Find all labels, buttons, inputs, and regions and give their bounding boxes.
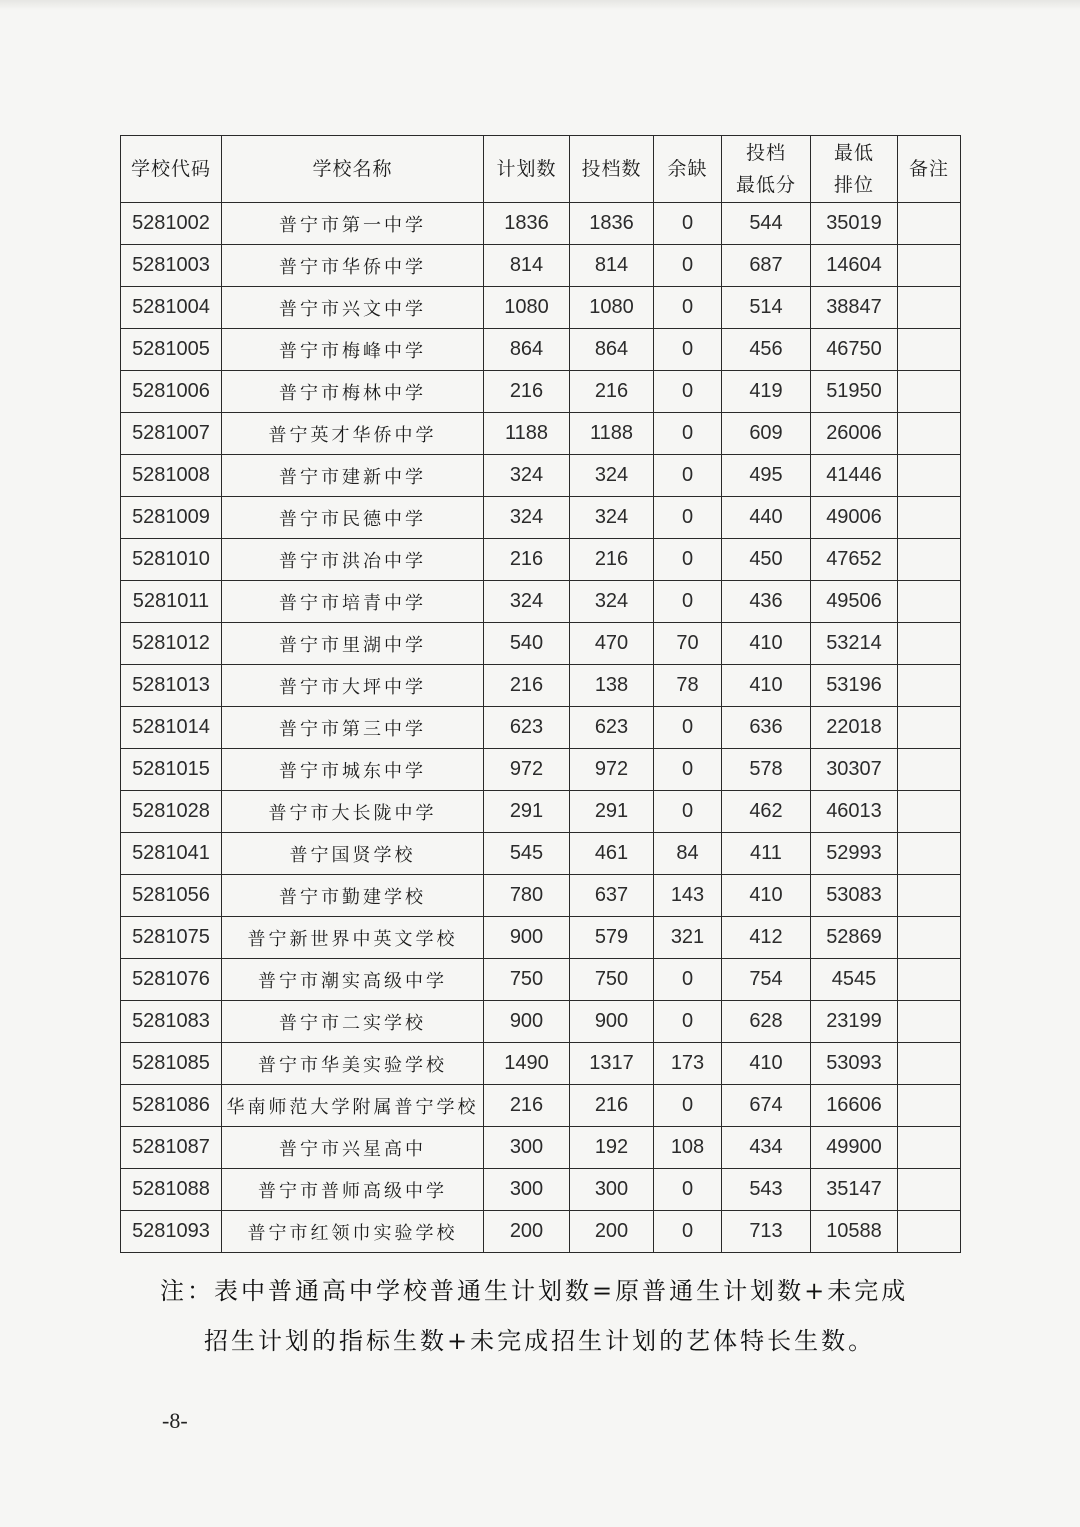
cell-min-score: 636 <box>722 707 811 749</box>
cell-school-name: 普宁市二实学校 <box>222 1001 484 1043</box>
table-row <box>121 875 961 917</box>
cell-plan-count: 780 <box>484 875 570 917</box>
cell-min-rank: 46013 <box>811 791 898 833</box>
cell-min-rank: 35147 <box>811 1169 898 1211</box>
cell-remarks <box>898 749 961 791</box>
table-row <box>121 833 961 875</box>
cell-school-code: 5281085 <box>121 1043 222 1085</box>
header-admitted-count: 投档数 <box>570 136 654 203</box>
cell-min-score: 754 <box>722 959 811 1001</box>
cell-school-name: 普宁市华美实验学校 <box>222 1043 484 1085</box>
cell-min-rank: 53196 <box>811 665 898 707</box>
cell-vacancy: 78 <box>654 665 722 707</box>
header-vacancy: 余缺 <box>654 136 722 203</box>
cell-admitted-count: 200 <box>570 1211 654 1253</box>
cell-min-rank: 46750 <box>811 329 898 371</box>
header-min-rank: 最低 排位 <box>811 136 898 203</box>
table-row <box>121 959 961 1001</box>
table-row <box>121 1127 961 1169</box>
cell-admitted-count: 623 <box>570 707 654 749</box>
cell-plan-count: 623 <box>484 707 570 749</box>
cell-admitted-count: 814 <box>570 245 654 287</box>
cell-school-name: 普宁市民德中学 <box>222 497 484 539</box>
cell-remarks <box>898 581 961 623</box>
cell-min-score: 514 <box>722 287 811 329</box>
header-school-code: 学校代码 <box>121 136 222 203</box>
table-header-row <box>121 136 961 203</box>
cell-min-rank: 30307 <box>811 749 898 791</box>
cell-min-score: 609 <box>722 413 811 455</box>
cell-min-score: 410 <box>722 623 811 665</box>
table-row <box>121 203 961 245</box>
cell-school-name: 普宁市勤建学校 <box>222 875 484 917</box>
header-plan-count: 计划数 <box>484 136 570 203</box>
cell-min-rank: 14604 <box>811 245 898 287</box>
cell-vacancy: 0 <box>654 707 722 749</box>
cell-plan-count: 324 <box>484 455 570 497</box>
table-row <box>121 497 961 539</box>
cell-school-name: 普宁市里湖中学 <box>222 623 484 665</box>
cell-admitted-count: 216 <box>570 539 654 581</box>
cell-school-name: 普宁市普师高级中学 <box>222 1169 484 1211</box>
cell-plan-count: 540 <box>484 623 570 665</box>
cell-min-rank: 49006 <box>811 497 898 539</box>
cell-plan-count: 200 <box>484 1211 570 1253</box>
cell-remarks <box>898 497 961 539</box>
cell-school-name: 普宁市兴文中学 <box>222 287 484 329</box>
cell-min-rank: 26006 <box>811 413 898 455</box>
cell-min-rank: 4545 <box>811 959 898 1001</box>
cell-min-score: 412 <box>722 917 811 959</box>
cell-min-score: 674 <box>722 1085 811 1127</box>
cell-admitted-count: 1188 <box>570 413 654 455</box>
cell-plan-count: 900 <box>484 917 570 959</box>
table-row <box>121 1043 961 1085</box>
cell-min-rank: 10588 <box>811 1211 898 1253</box>
cell-min-rank: 53083 <box>811 875 898 917</box>
cell-vacancy: 321 <box>654 917 722 959</box>
cell-plan-count: 216 <box>484 1085 570 1127</box>
cell-vacancy: 0 <box>654 203 722 245</box>
cell-min-rank: 49506 <box>811 581 898 623</box>
cell-admitted-count: 192 <box>570 1127 654 1169</box>
cell-admitted-count: 637 <box>570 875 654 917</box>
cell-min-score: 450 <box>722 539 811 581</box>
cell-school-code: 5281002 <box>121 203 222 245</box>
cell-vacancy: 0 <box>654 581 722 623</box>
cell-min-rank: 52993 <box>811 833 898 875</box>
cell-admitted-count: 216 <box>570 1085 654 1127</box>
cell-min-score: 410 <box>722 665 811 707</box>
cell-school-name: 普宁市洪冶中学 <box>222 539 484 581</box>
table-row <box>121 665 961 707</box>
table-row <box>121 917 961 959</box>
cell-vacancy: 0 <box>654 749 722 791</box>
cell-admitted-count: 300 <box>570 1169 654 1211</box>
header-remarks: 备注 <box>898 136 961 203</box>
cell-school-code: 5281008 <box>121 455 222 497</box>
cell-remarks <box>898 1085 961 1127</box>
cell-school-code: 5281009 <box>121 497 222 539</box>
cell-school-code: 5281075 <box>121 917 222 959</box>
cell-remarks <box>898 1127 961 1169</box>
table-row <box>121 329 961 371</box>
cell-min-rank: 51950 <box>811 371 898 413</box>
cell-admitted-count: 579 <box>570 917 654 959</box>
cell-plan-count: 545 <box>484 833 570 875</box>
cell-min-rank: 16606 <box>811 1085 898 1127</box>
cell-school-name: 华南师范大学附属普宁学校 <box>222 1085 484 1127</box>
cell-vacancy: 0 <box>654 1211 722 1253</box>
footnote-line-1: 注：表中普通高中学校普通生计划数=原普通生计划数+未完成 <box>160 1277 909 1305</box>
cell-min-score: 410 <box>722 1043 811 1085</box>
table-row <box>121 413 961 455</box>
cell-school-name: 普宁市第一中学 <box>222 203 484 245</box>
cell-school-code: 5281087 <box>121 1127 222 1169</box>
cell-remarks <box>898 917 961 959</box>
cell-min-score: 578 <box>722 749 811 791</box>
cell-min-score: 436 <box>722 581 811 623</box>
cell-min-rank: 52869 <box>811 917 898 959</box>
cell-admitted-count: 470 <box>570 623 654 665</box>
cell-plan-count: 300 <box>484 1127 570 1169</box>
table-row <box>121 1169 961 1211</box>
cell-admitted-count: 324 <box>570 455 654 497</box>
table-row <box>121 1001 961 1043</box>
cell-min-rank: 41446 <box>811 455 898 497</box>
table-row <box>121 245 961 287</box>
cell-min-rank: 38847 <box>811 287 898 329</box>
cell-remarks <box>898 1169 961 1211</box>
cell-school-name: 普宁市兴星高中 <box>222 1127 484 1169</box>
cell-remarks <box>898 833 961 875</box>
table-row <box>121 1085 961 1127</box>
cell-school-code: 5281088 <box>121 1169 222 1211</box>
cell-plan-count: 1188 <box>484 413 570 455</box>
admission-table <box>120 135 961 1253</box>
cell-vacancy: 70 <box>654 623 722 665</box>
cell-plan-count: 900 <box>484 1001 570 1043</box>
footnote-line-2: 招生计划的指标生数+未完成招生计划的艺体特长生数。 <box>204 1327 876 1355</box>
cell-admitted-count: 461 <box>570 833 654 875</box>
cell-admitted-count: 1317 <box>570 1043 654 1085</box>
table-row <box>121 623 961 665</box>
table-row <box>121 1211 961 1253</box>
cell-plan-count: 972 <box>484 749 570 791</box>
cell-vacancy: 0 <box>654 1085 722 1127</box>
header-min-score: 投档 最低分 <box>722 136 811 203</box>
cell-school-code: 5281041 <box>121 833 222 875</box>
cell-min-score: 713 <box>722 1211 811 1253</box>
cell-min-score: 543 <box>722 1169 811 1211</box>
cell-vacancy: 0 <box>654 287 722 329</box>
cell-plan-count: 1080 <box>484 287 570 329</box>
cell-min-score: 544 <box>722 203 811 245</box>
table-row <box>121 749 961 791</box>
cell-plan-count: 1836 <box>484 203 570 245</box>
cell-admitted-count: 1836 <box>570 203 654 245</box>
cell-plan-count: 864 <box>484 329 570 371</box>
cell-vacancy: 108 <box>654 1127 722 1169</box>
cell-admitted-count: 864 <box>570 329 654 371</box>
cell-plan-count: 324 <box>484 581 570 623</box>
cell-vacancy: 173 <box>654 1043 722 1085</box>
footnote <box>160 1266 960 1366</box>
cell-vacancy: 0 <box>654 959 722 1001</box>
cell-remarks <box>898 539 961 581</box>
cell-school-code: 5281004 <box>121 287 222 329</box>
table-body <box>121 203 961 1253</box>
cell-min-rank: 53093 <box>811 1043 898 1085</box>
cell-vacancy: 0 <box>654 329 722 371</box>
cell-remarks <box>898 371 961 413</box>
cell-min-score: 434 <box>722 1127 811 1169</box>
cell-remarks <box>898 665 961 707</box>
cell-admitted-count: 324 <box>570 497 654 539</box>
cell-remarks <box>898 287 961 329</box>
cell-vacancy: 0 <box>654 1169 722 1211</box>
cell-admitted-count: 750 <box>570 959 654 1001</box>
cell-school-code: 5281076 <box>121 959 222 1001</box>
cell-remarks <box>898 959 961 1001</box>
cell-admitted-count: 291 <box>570 791 654 833</box>
cell-vacancy: 0 <box>654 245 722 287</box>
cell-vacancy: 0 <box>654 791 722 833</box>
table-row <box>121 539 961 581</box>
cell-min-rank: 23199 <box>811 1001 898 1043</box>
table-row <box>121 455 961 497</box>
table-row <box>121 287 961 329</box>
cell-min-score: 419 <box>722 371 811 413</box>
table-row <box>121 581 961 623</box>
cell-remarks <box>898 1001 961 1043</box>
cell-school-name: 普宁市梅峰中学 <box>222 329 484 371</box>
cell-school-code: 5281028 <box>121 791 222 833</box>
cell-admitted-count: 972 <box>570 749 654 791</box>
cell-remarks <box>898 245 961 287</box>
cell-remarks <box>898 455 961 497</box>
cell-school-code: 5281005 <box>121 329 222 371</box>
cell-remarks <box>898 875 961 917</box>
cell-admitted-count: 1080 <box>570 287 654 329</box>
cell-plan-count: 750 <box>484 959 570 1001</box>
cell-min-score: 411 <box>722 833 811 875</box>
cell-school-name: 普宁市建新中学 <box>222 455 484 497</box>
cell-min-score: 410 <box>722 875 811 917</box>
cell-school-name: 普宁新世界中英文学校 <box>222 917 484 959</box>
cell-min-rank: 53214 <box>811 623 898 665</box>
cell-plan-count: 216 <box>484 665 570 707</box>
cell-plan-count: 216 <box>484 371 570 413</box>
cell-remarks <box>898 791 961 833</box>
cell-admitted-count: 900 <box>570 1001 654 1043</box>
cell-school-code: 5281003 <box>121 245 222 287</box>
cell-vacancy: 0 <box>654 371 722 413</box>
cell-remarks <box>898 413 961 455</box>
cell-vacancy: 0 <box>654 497 722 539</box>
cell-plan-count: 1490 <box>484 1043 570 1085</box>
cell-plan-count: 216 <box>484 539 570 581</box>
cell-admitted-count: 324 <box>570 581 654 623</box>
cell-school-code: 5281083 <box>121 1001 222 1043</box>
cell-school-name: 普宁市红领巾实验学校 <box>222 1211 484 1253</box>
cell-school-code: 5281015 <box>121 749 222 791</box>
cell-plan-count: 814 <box>484 245 570 287</box>
cell-school-code: 5281010 <box>121 539 222 581</box>
cell-school-name: 普宁市华侨中学 <box>222 245 484 287</box>
cell-plan-count: 324 <box>484 497 570 539</box>
cell-vacancy: 0 <box>654 413 722 455</box>
cell-plan-count: 300 <box>484 1169 570 1211</box>
cell-school-code: 5281056 <box>121 875 222 917</box>
cell-plan-count: 291 <box>484 791 570 833</box>
cell-school-name: 普宁国贤学校 <box>222 833 484 875</box>
cell-school-name: 普宁市大长陇中学 <box>222 791 484 833</box>
cell-remarks <box>898 1211 961 1253</box>
cell-min-score: 628 <box>722 1001 811 1043</box>
cell-min-score: 687 <box>722 245 811 287</box>
cell-remarks <box>898 203 961 245</box>
cell-min-score: 495 <box>722 455 811 497</box>
cell-vacancy: 0 <box>654 539 722 581</box>
cell-admitted-count: 138 <box>570 665 654 707</box>
cell-min-rank: 47652 <box>811 539 898 581</box>
cell-school-name: 普宁市培青中学 <box>222 581 484 623</box>
header-school-name: 学校名称 <box>222 136 484 203</box>
cell-vacancy: 0 <box>654 455 722 497</box>
cell-min-rank: 49900 <box>811 1127 898 1169</box>
cell-min-score: 462 <box>722 791 811 833</box>
cell-school-code: 5281013 <box>121 665 222 707</box>
cell-school-name: 普宁英才华侨中学 <box>222 413 484 455</box>
table-row <box>121 371 961 413</box>
cell-school-code: 5281014 <box>121 707 222 749</box>
cell-school-name: 普宁市城东中学 <box>222 749 484 791</box>
cell-admitted-count: 216 <box>570 371 654 413</box>
cell-school-code: 5281093 <box>121 1211 222 1253</box>
cell-vacancy: 0 <box>654 1001 722 1043</box>
cell-remarks <box>898 1043 961 1085</box>
cell-school-code: 5281006 <box>121 371 222 413</box>
cell-school-code: 5281012 <box>121 623 222 665</box>
cell-school-code: 5281011 <box>121 581 222 623</box>
cell-remarks <box>898 707 961 749</box>
cell-school-code: 5281086 <box>121 1085 222 1127</box>
cell-min-rank: 35019 <box>811 203 898 245</box>
page-number: -8- <box>162 1408 188 1433</box>
cell-school-name: 普宁市第三中学 <box>222 707 484 749</box>
cell-min-score: 440 <box>722 497 811 539</box>
cell-vacancy: 143 <box>654 875 722 917</box>
cell-remarks <box>898 329 961 371</box>
cell-school-name: 普宁市潮实高级中学 <box>222 959 484 1001</box>
cell-vacancy: 84 <box>654 833 722 875</box>
cell-school-name: 普宁市梅林中学 <box>222 371 484 413</box>
cell-remarks <box>898 623 961 665</box>
cell-school-code: 5281007 <box>121 413 222 455</box>
table-row <box>121 791 961 833</box>
table-row <box>121 707 961 749</box>
page-top-edge <box>0 0 1080 10</box>
cell-min-score: 456 <box>722 329 811 371</box>
cell-min-rank: 22018 <box>811 707 898 749</box>
cell-school-name: 普宁市大坪中学 <box>222 665 484 707</box>
